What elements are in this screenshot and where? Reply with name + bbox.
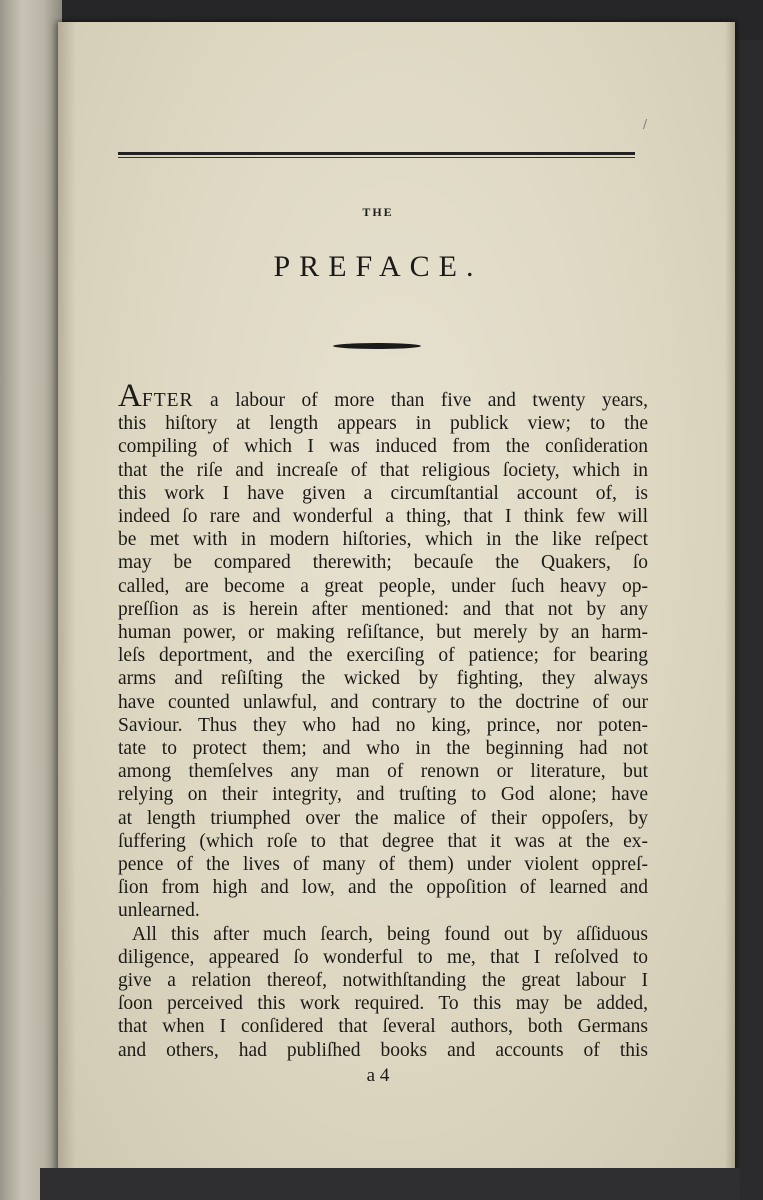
drop-cap: A xyxy=(118,378,142,414)
page-gutter-shadow xyxy=(58,22,76,1180)
text-line: compiling of which I was induced from the conſideration xyxy=(118,436,648,458)
rule-thin xyxy=(118,157,635,158)
text-line: called, are become a great people, under ſuch heavy op- xyxy=(118,575,648,597)
text-line: human power, or making reſiſtance, but merely by an harm- xyxy=(118,622,648,644)
text-line: pence of the lives of many of them) under violent oppreſ- xyxy=(118,854,648,876)
preface-text xyxy=(118,378,649,1062)
text-line: be met with in modern hiſtories, which in the like reſpect xyxy=(118,529,648,551)
header-double-rule xyxy=(118,152,635,158)
page-title: PREFACE. xyxy=(273,250,483,283)
first-word-smallcaps: FTER xyxy=(141,390,194,411)
page-edge-shadow xyxy=(725,22,735,1180)
text-line: this hiſtory at length appears in publick view; to the xyxy=(118,413,648,435)
text-line: Saviour. Thus they who had no king, prince, nor poten- xyxy=(118,714,648,736)
text-line: at length triumphed over the malice of their oppoſers, by xyxy=(118,807,648,829)
signature-mark: a 4 xyxy=(366,1065,390,1086)
book-page xyxy=(58,22,735,1180)
text-line: arms and reſiſting the wicked by fighting, they always xyxy=(118,668,648,690)
text-line: All this after much ſearch, being found out by aſſiduous xyxy=(132,923,648,945)
text-line xyxy=(118,378,649,414)
text-line: ſuffering (which roſe to that degree that it was at the ex- xyxy=(118,830,648,852)
text-line: preſſion as is herein after mentioned: and that not by any xyxy=(118,598,648,620)
text-line: may be compared therewith; becauſe the Quakers, ſo xyxy=(118,552,648,574)
text-line: ſion from high and low, and the oppoſition of learned and xyxy=(118,877,648,899)
text-line: have counted unlawful, and contrary to the doctrine of our xyxy=(118,691,648,713)
text-line: among themſelves any man of renown or literature, but xyxy=(118,761,648,783)
text-line: that when I conſidered that ſeveral authors, both Germans xyxy=(118,1016,648,1038)
text-line: leſs deportment, and the exerciſing of patience; for bearing xyxy=(118,645,648,667)
text-line: this work I have given a circumſtantial account of, is xyxy=(118,482,648,504)
text-line: tate to protect them; and who in the beginning had not xyxy=(118,738,648,760)
rule-thick xyxy=(118,152,635,155)
stray-pencil-mark: / xyxy=(643,117,648,131)
title-ornament-rule xyxy=(333,343,421,349)
line-text: a labour of more than five and twenty years, xyxy=(210,390,649,411)
text-line: diligence, appeared ſo wonderful to me, that I reſolved to xyxy=(118,946,648,968)
text-line: relying on their integrity, and truſting to God alone; have xyxy=(118,784,648,806)
text-line: ſoon perceived this work required. To this may be added, xyxy=(118,993,648,1015)
text-line: indeed ſo rare and wonderful a thing, that I think few will xyxy=(118,506,648,528)
text-line: give a relation thereof, notwithſtanding the great labour I xyxy=(118,970,648,992)
backdrop-bottom xyxy=(40,1168,740,1200)
text-line: that the riſe and increaſe of that religious ſociety, which in xyxy=(118,459,648,481)
text-line: unlearned. xyxy=(118,900,200,922)
previous-page-edge xyxy=(0,0,62,1200)
title-kicker: THE xyxy=(362,205,394,219)
text-line: and others, had publiſhed books and accounts of this xyxy=(118,1039,648,1061)
